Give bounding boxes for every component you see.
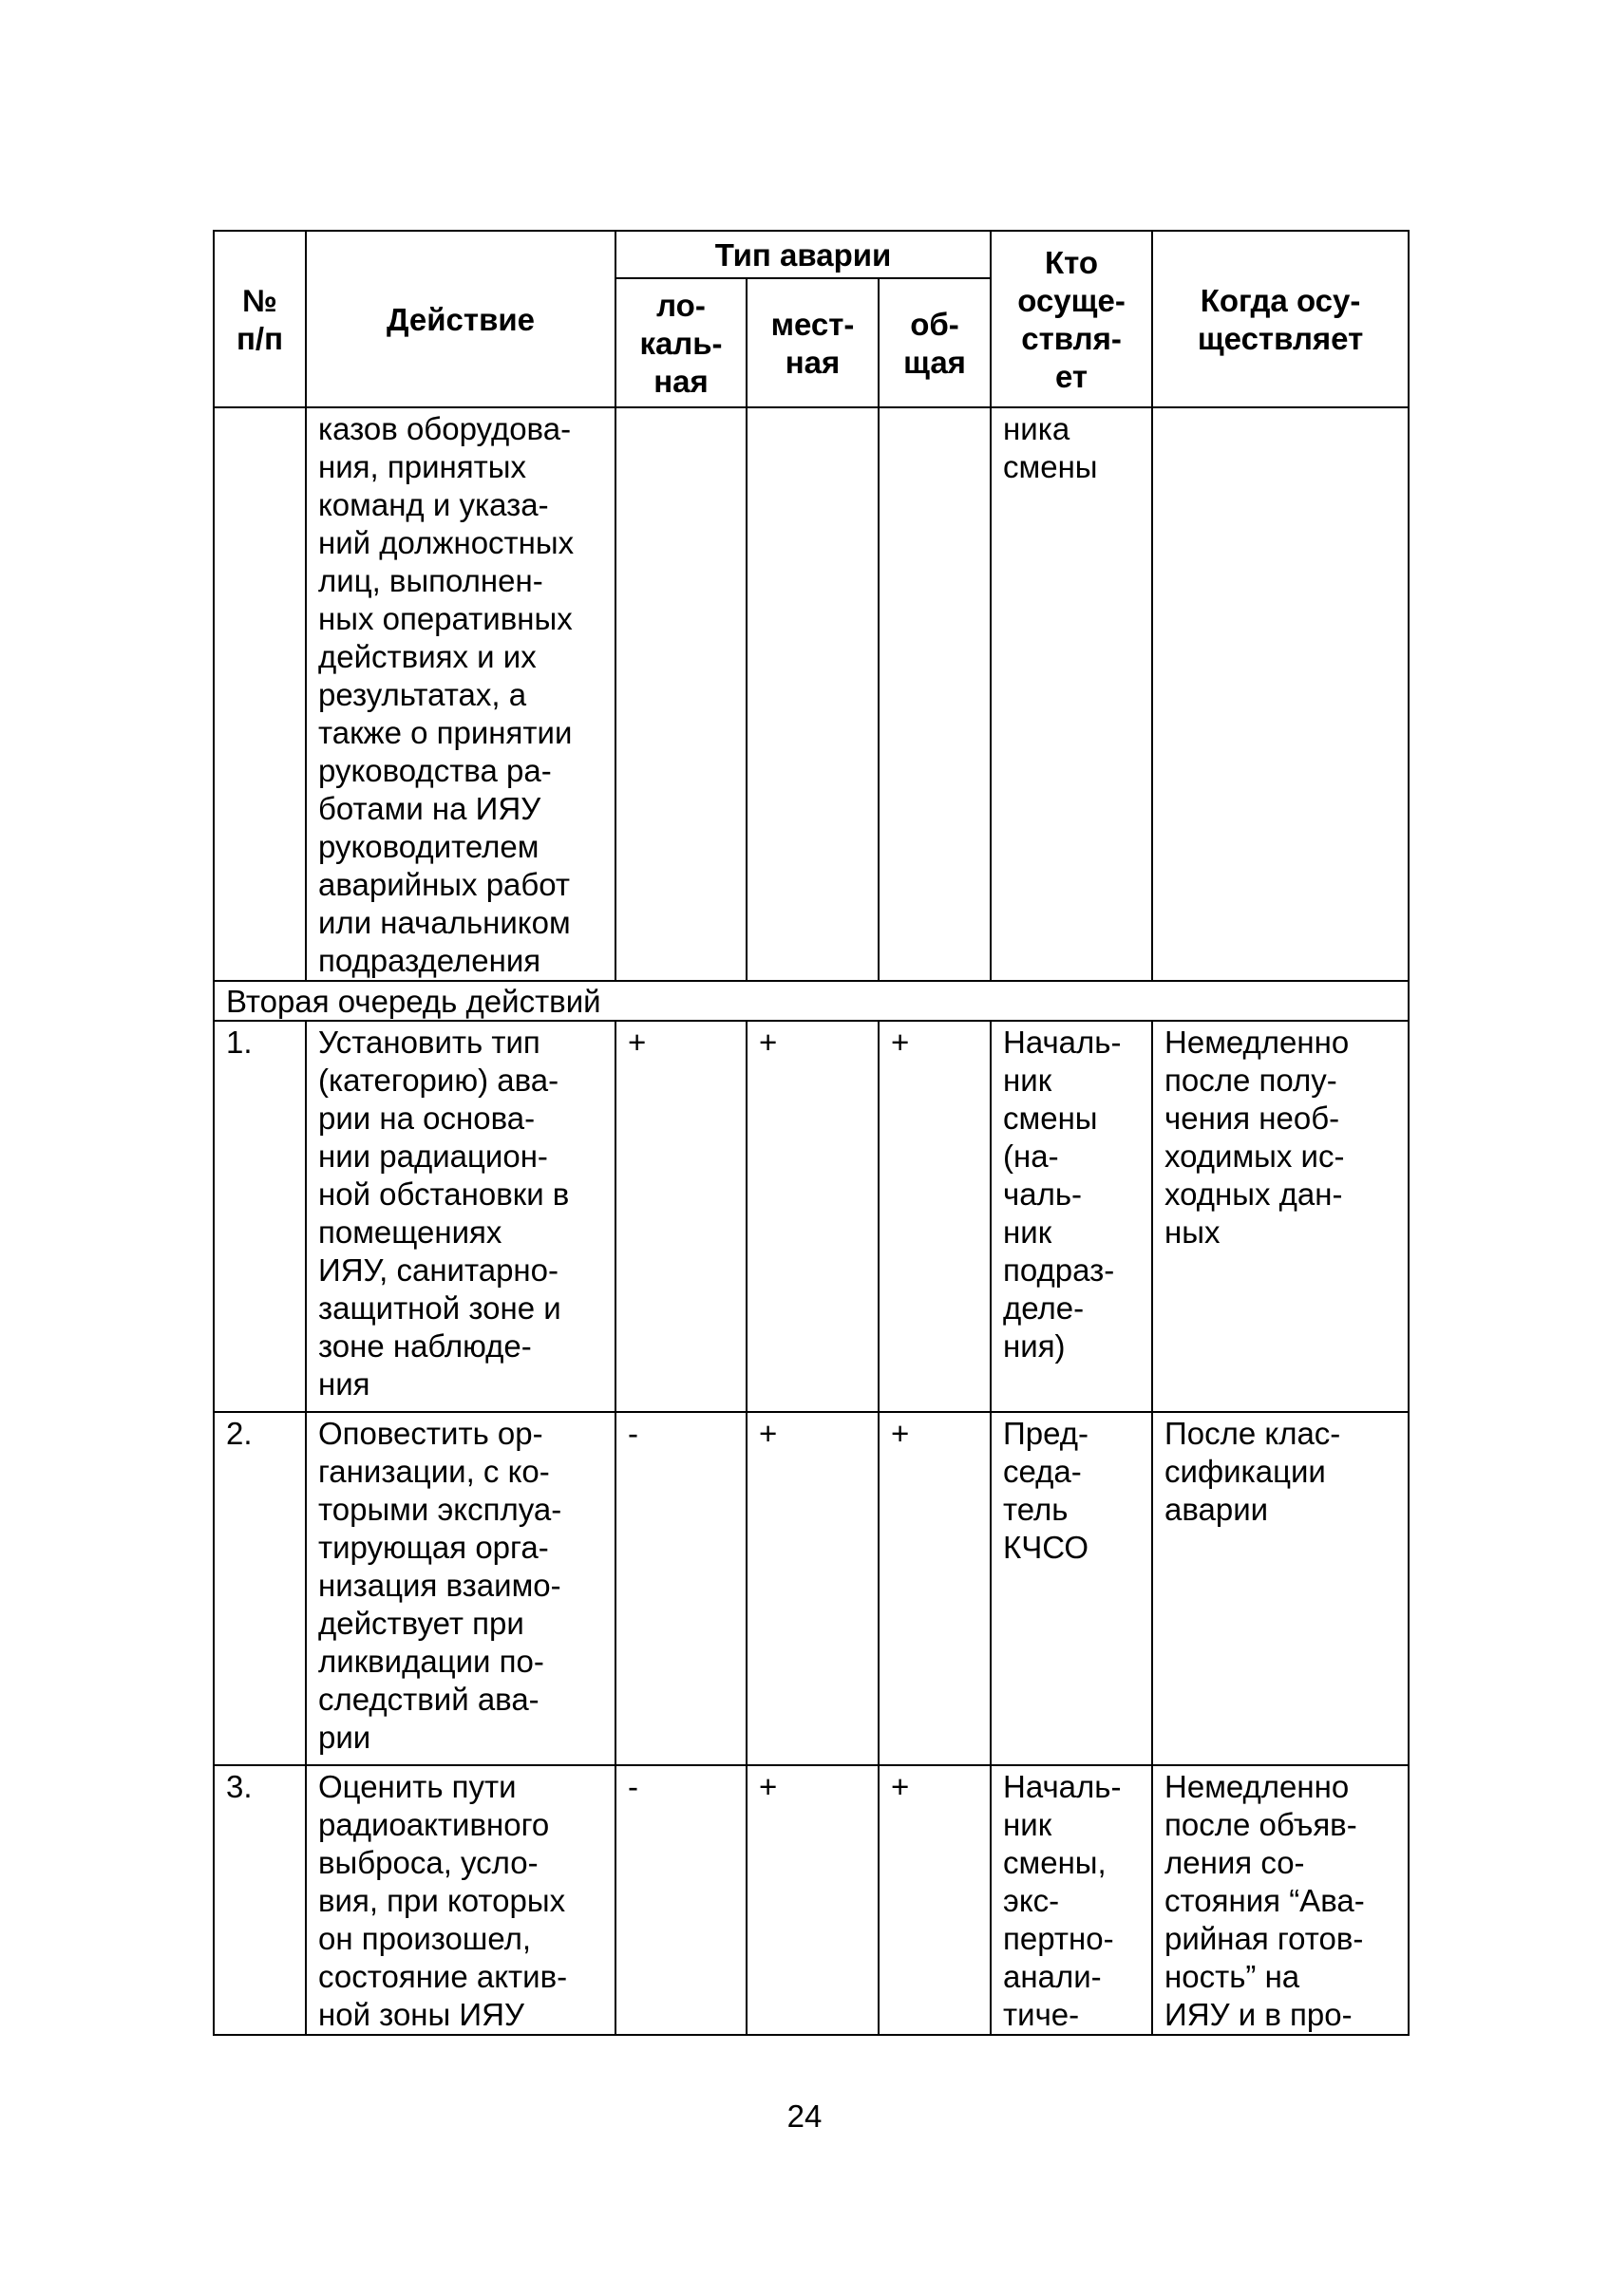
table-row	[214, 1021, 1409, 1412]
header-who: Кто осуще- ствля- ет	[991, 231, 1152, 407]
cell-local: -	[615, 1412, 747, 1765]
header-type-site: мест- ная	[747, 278, 879, 407]
table-row	[214, 1412, 1409, 1765]
cell-number: 2.	[214, 1412, 306, 1765]
cell-site: +	[747, 1412, 879, 1765]
cell-site: +	[747, 1765, 879, 2035]
cell-when: Немедленно после полу- чения необ- ходимых ис- ходных дан- ных	[1152, 1021, 1409, 1412]
cell-action: Оценить пути радиоактивного выброса, усло- вия, при которых он произошел, состояние актив- ной зоны ИЯУ	[306, 1765, 615, 2035]
cell-when: После клас- сификации аварии	[1152, 1412, 1409, 1765]
page-number: 24	[786, 2098, 823, 2134]
cell-who: ника смены	[991, 407, 1152, 981]
cell-local: +	[615, 1021, 747, 1412]
header-accident-type: Тип аварии	[615, 231, 991, 278]
cell-local	[615, 407, 747, 981]
section-row	[214, 981, 1409, 1021]
cell-site	[747, 407, 879, 981]
cell-who: Началь- ник смены (на- чаль- ник подраз- деле- ния)	[991, 1021, 1152, 1412]
table-row	[214, 1765, 1409, 2035]
cell-number: 1.	[214, 1021, 306, 1412]
cell-who: Пред- седа- тель КЧСО	[991, 1412, 1152, 1765]
cell-action: казов оборудова- ния, принятых команд и указа- ний должностных лиц, выполнен- ных оперативных действиях и их результатах, а также о принятии руководства ра- ботами на ИЯУ руководителем аварийных работ или начальником подразделения	[306, 407, 615, 981]
cell-general: +	[879, 1765, 991, 2035]
table-row	[214, 407, 1409, 981]
cell-number	[214, 407, 306, 981]
header-type-general: об- щая	[879, 278, 991, 407]
cell-action: Оповестить ор- ганизации, с ко- торыми эксплуа- тирующая орга- низация взаимо- действует при ликвидации по- следствий ава- рии	[306, 1412, 615, 1765]
cell-general: +	[879, 1021, 991, 1412]
header-when: Когда осу- ществляет	[1152, 231, 1409, 407]
header-type-local: ло- каль- ная	[615, 278, 747, 407]
cell-local: -	[615, 1765, 747, 2035]
header-action: Действие	[306, 231, 615, 407]
cell-number: 3.	[214, 1765, 306, 2035]
header-number: № п/п	[214, 231, 306, 407]
cell-who: Началь- ник смены, экс- пертно- анали- тиче-	[991, 1765, 1152, 2035]
section-title: Вторая очередь действий	[214, 981, 1409, 1021]
cell-general	[879, 407, 991, 981]
cell-site: +	[747, 1021, 879, 1412]
cell-action: Установить тип (категорию) ава- рии на основа- нии радиацион- ной обстановки в помещениях ИЯУ, санитарно- защитной зоне и зоне наблюде- ния	[306, 1021, 615, 1412]
cell-when	[1152, 407, 1409, 981]
cell-general: +	[879, 1412, 991, 1765]
cell-when: Немедленно после объяв- ления со- стояния “Ава- рийная готов- ность” на ИЯУ и в про-	[1152, 1765, 1409, 2035]
header-row	[214, 231, 1409, 278]
actions-table	[213, 230, 1410, 2036]
